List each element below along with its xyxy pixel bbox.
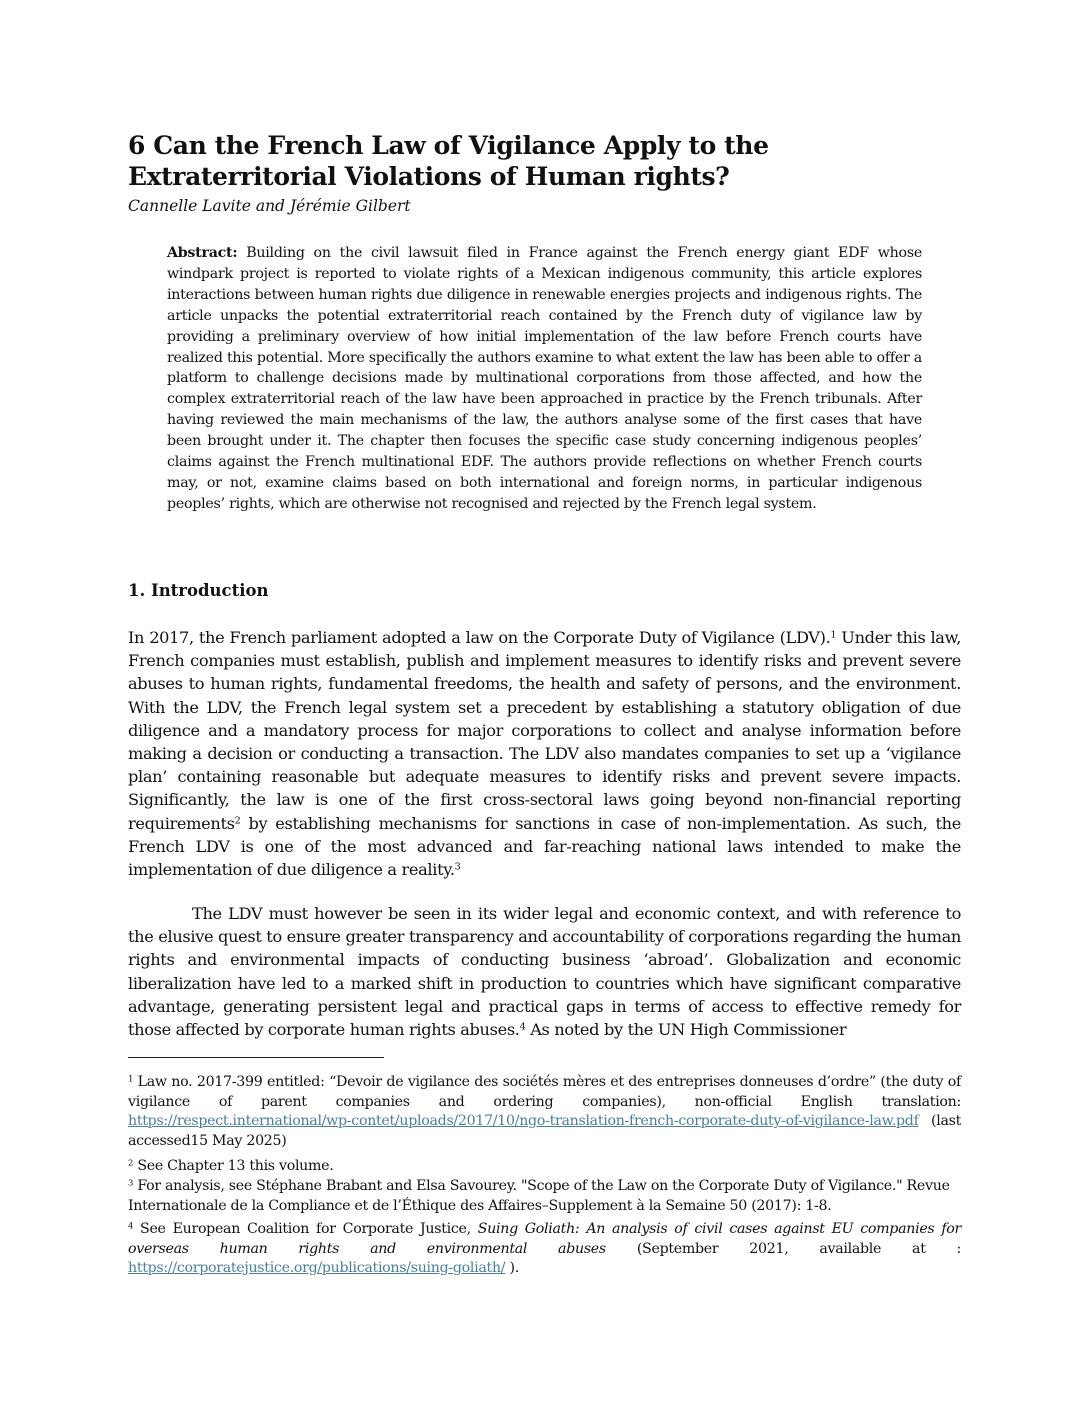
paragraph-text: Under this law, French companies must establish, publish and implement measures to identify risks and prevent severe abuses to human rights, fundamental freedoms, the health and safety of persons, and the environment. With the LDV, the French legal system set a precedent by establishing a statutory obligation of due diligence and a mandatory process for major corporations to collect and analyse information before making a decision or conducting a transaction. The LDV also mandates companies to set up a ‘vigilance plan’ containing reasonable but adequate measures to identify risks and prevent severe impacts. Significantly, the law is one of the first cross-sectoral laws going beyond non-financial reporting requirements [128,628,961,833]
authors: Cannelle Lavite and Jérémie Gilbert [128,197,411,215]
footnote-text: (September 2021, available at : [605,1240,962,1257]
paragraph-text: by establishing mechanisms for sanctions in case of non-implementation. As such, the French LDV is one of the most advanced and far-reaching national laws intended to make the implementation of due diligence a reality. [128,813,961,880]
footnote-number: 2 [128,1158,134,1169]
footnote-link[interactable]: https://corporatejustice.org/publications/suing-goliath/ [128,1260,506,1277]
body-paragraph-2 [128,902,961,1041]
abstract-label: Abstract: [167,245,238,261]
footnote-ref-1[interactable]: 1 [830,629,837,641]
chapter-title: 6 Can the French Law of Vigilance Apply to the Extraterritorial Violations of Human rights? [128,131,769,191]
footnote-ref-2[interactable]: 2 [234,815,241,827]
paragraph-text: The LDV must however be seen in its wider legal and economic context, and with reference to the elusive quest to ensure greater transparency and accountability of corporations regarding the human rights and environmental impacts of conducting business ‘abroad’. Globalization and economic liberalization have led to a marked shift in production to countries which have significant comparative advantage, generating persistent legal and practical gaps in terms of access to effective remedy for those affected by corporate human rights abuses. [128,904,961,1040]
abstract [167,243,922,515]
footnote-3 [128,1177,961,1216]
paragraph-text: As noted by the UN High Commissioner [525,1020,847,1040]
footnote-2 [128,1157,961,1177]
footnote-number: 4 [128,1221,134,1232]
footnote-text: (last accessed15 May 2025) [128,1113,961,1149]
footnote-number: 3 [128,1178,134,1189]
footnote-text: ). [505,1260,519,1277]
footnote-text: See Chapter 13 this volume. [133,1158,334,1174]
footnote-text: See European Coalition for Corporate Justice, [133,1221,478,1237]
paragraph-text: In 2017, the French parliament adopted a law on the Corporate Duty of Vigilance (LDV). [128,628,831,647]
footnote-4 [128,1220,961,1279]
body-paragraph-1 [128,626,961,881]
section-heading: 1. Introduction [128,581,269,600]
footnote-text: For analysis, see Stéphane Brabant and Elsa Savourey. "Scope of the Law on the Corporate Duty of Vigilance." Revue Internationale de la Compliance et de l’Éthique des Affaires–Supplement à la Semaine 50 (2017): 1-8. [128,1178,950,1214]
footnote-1 [128,1073,961,1151]
footnote-ref-4[interactable]: 4 [519,1021,526,1033]
footnote-number: 1 [128,1074,134,1085]
footnote-ref-3[interactable]: 3 [454,861,461,873]
footnote-separator [128,1057,384,1058]
footnote-text: Law no. 2017-399 entitled: “Devoir de vigilance des sociétés mères et des entreprises donneuses d’ordre” (the duty of vigilance of parent companies and ordering companies), non-official English translation: [128,1074,961,1110]
footnote-italic-title: Suing Goliath: An analysis of civil cases against EU companies for overseas human rights and environmental abuses [128,1221,961,1257]
footnote-link[interactable]: https://respect.international/wp-contet/uploads/2017/10/ngo-translation-french-corporate-duty-of-vigilance-law.pdf [128,1113,919,1130]
abstract-text: Building on the civil lawsuit filed in France against the French energy giant EDF whose windpark project is reported to violate rights of a Mexican indigenous community, this article explores interactions between human rights due diligence in renewable energies projects and indigenous rights. The article unpacks the potential extraterritorial reach contained by the French duty of vigilance law by providing a preliminary overview of how initial implementation of the law before French courts have realized this potential. More specifically the authors examine to what extent the law has been able to offer a platform to challenge decisions made by multinational corporations from those affected, and how the complex extraterritorial reach of the law have been approached in practice by the French tribunals. After having reviewed the main mechanisms of the law, the authors analyse some of the first cases that have been brought under it. The chapter then focuses the specific case study concerning indigenous peoples’ claims against the French multinational EDF. The authors provide reflections on whether French courts may, or not, examine claims based on both international and foreign norms, in particular indigenous peoples’ rights, which are otherwise not recognised and rejected by the French legal system. [167,245,922,512]
